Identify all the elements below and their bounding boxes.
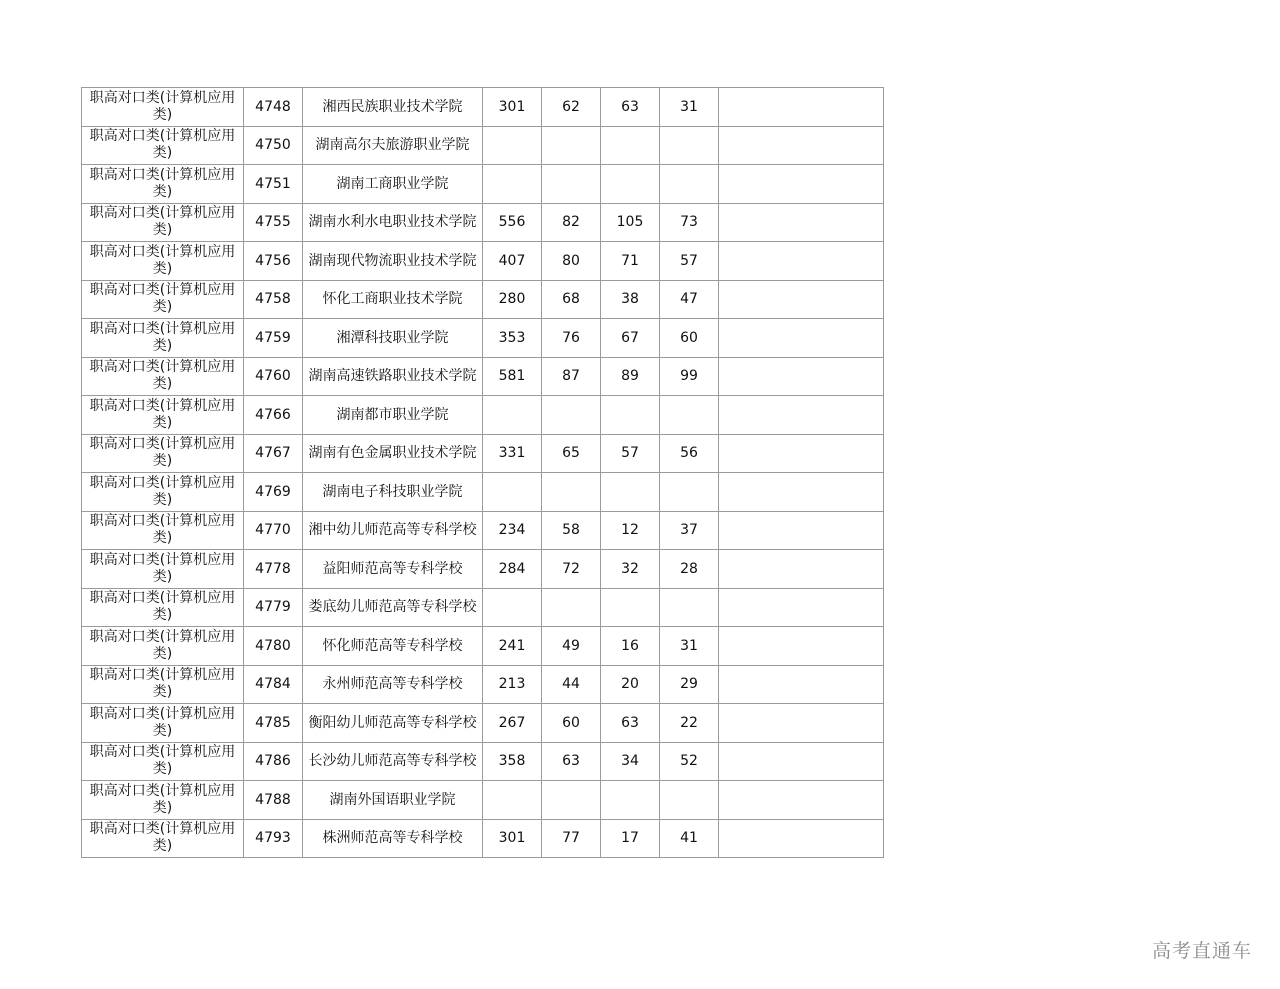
value-cell-2: 80 [542,242,601,281]
value-cell-2: 44 [542,665,601,704]
value-cell-3: 17 [601,819,660,858]
category-cell: 职高对口类(计算机应用类) [82,665,244,704]
value-cell-3: 57 [601,434,660,473]
value-cell-2: 68 [542,280,601,319]
code-cell: 4767 [244,434,303,473]
category-cell: 职高对口类(计算机应用类) [82,819,244,858]
school-name-cell: 株洲师范高等专科学校 [303,819,483,858]
category-cell: 职高对口类(计算机应用类) [82,319,244,358]
school-name-cell: 湖南水利水电职业技术学院 [303,203,483,242]
category-cell: 职高对口类(计算机应用类) [82,203,244,242]
category-cell: 职高对口类(计算机应用类) [82,88,244,127]
value-cell-2: 77 [542,819,601,858]
note-cell [719,165,884,204]
table-row [82,742,884,781]
code-cell: 4758 [244,280,303,319]
value-cell-3: 34 [601,742,660,781]
value-cell-1 [483,588,542,627]
value-cell-1 [483,473,542,512]
table-row [82,781,884,820]
code-cell: 4778 [244,550,303,589]
code-cell: 4793 [244,819,303,858]
code-cell: 4751 [244,165,303,204]
category-cell: 职高对口类(计算机应用类) [82,627,244,666]
school-name-cell: 湘西民族职业技术学院 [303,88,483,127]
value-cell-3: 20 [601,665,660,704]
category-cell: 职高对口类(计算机应用类) [82,550,244,589]
value-cell-2 [542,781,601,820]
category-cell: 职高对口类(计算机应用类) [82,280,244,319]
table-row [82,550,884,589]
note-cell [719,434,884,473]
value-cell-4: 28 [660,550,719,589]
note-cell [719,588,884,627]
value-cell-2: 60 [542,704,601,743]
category-cell: 职高对口类(计算机应用类) [82,704,244,743]
code-cell: 4759 [244,319,303,358]
code-cell: 4788 [244,781,303,820]
value-cell-4: 99 [660,357,719,396]
value-cell-2 [542,588,601,627]
value-cell-4: 29 [660,665,719,704]
value-cell-3: 89 [601,357,660,396]
value-cell-4: 73 [660,203,719,242]
note-cell [719,126,884,165]
note-cell [719,704,884,743]
table-body [82,88,884,858]
value-cell-3: 38 [601,280,660,319]
table-row [82,88,884,127]
value-cell-2: 87 [542,357,601,396]
value-cell-2: 72 [542,550,601,589]
value-cell-2: 62 [542,88,601,127]
watermark-text: 高考直通车 [1151,940,1252,962]
value-cell-3 [601,396,660,435]
note-cell [719,511,884,550]
value-cell-3: 105 [601,203,660,242]
value-cell-4: 52 [660,742,719,781]
note-cell [719,550,884,589]
school-name-cell: 湖南高尔夫旅游职业学院 [303,126,483,165]
value-cell-1: 581 [483,357,542,396]
school-name-cell: 湖南现代物流职业技术学院 [303,242,483,281]
category-cell: 职高对口类(计算机应用类) [82,126,244,165]
value-cell-3 [601,588,660,627]
school-name-cell: 湖南外国语职业学院 [303,781,483,820]
school-name-cell: 湘潭科技职业学院 [303,319,483,358]
value-cell-4 [660,165,719,204]
table-row [82,473,884,512]
note-cell [719,280,884,319]
value-cell-2: 82 [542,203,601,242]
table-row [82,203,884,242]
value-cell-4 [660,473,719,512]
code-cell: 4766 [244,396,303,435]
school-name-cell: 怀化师范高等专科学校 [303,627,483,666]
school-name-cell: 怀化工商职业技术学院 [303,280,483,319]
note-cell [719,88,884,127]
note-cell [719,742,884,781]
value-cell-4 [660,588,719,627]
note-cell [719,627,884,666]
note-cell [719,781,884,820]
value-cell-1: 284 [483,550,542,589]
code-cell: 4750 [244,126,303,165]
code-cell: 4780 [244,627,303,666]
category-cell: 职高对口类(计算机应用类) [82,434,244,473]
value-cell-1 [483,781,542,820]
value-cell-3: 67 [601,319,660,358]
value-cell-4: 41 [660,819,719,858]
value-cell-3 [601,781,660,820]
table-row [82,511,884,550]
value-cell-1 [483,126,542,165]
category-cell: 职高对口类(计算机应用类) [82,357,244,396]
value-cell-3: 71 [601,242,660,281]
value-cell-1: 241 [483,627,542,666]
value-cell-4: 22 [660,704,719,743]
value-cell-3: 32 [601,550,660,589]
table-row [82,434,884,473]
value-cell-4: 31 [660,627,719,666]
value-cell-4: 56 [660,434,719,473]
table-row [82,357,884,396]
school-name-cell: 衡阳幼儿师范高等专科学校 [303,704,483,743]
school-name-cell: 长沙幼儿师范高等专科学校 [303,742,483,781]
value-cell-1 [483,165,542,204]
school-name-cell: 益阳师范高等专科学校 [303,550,483,589]
code-cell: 4760 [244,357,303,396]
value-cell-4 [660,781,719,820]
table-row [82,819,884,858]
table-row [82,280,884,319]
school-name-cell: 娄底幼儿师范高等专科学校 [303,588,483,627]
value-cell-2: 49 [542,627,601,666]
value-cell-4: 31 [660,88,719,127]
table-row [82,242,884,281]
value-cell-1: 213 [483,665,542,704]
table-row [82,665,884,704]
value-cell-3 [601,473,660,512]
value-cell-1: 358 [483,742,542,781]
value-cell-3: 16 [601,627,660,666]
table-row [82,126,884,165]
value-cell-1: 301 [483,819,542,858]
code-cell: 4770 [244,511,303,550]
value-cell-1: 407 [483,242,542,281]
school-name-cell: 湖南都市职业学院 [303,396,483,435]
code-cell: 4785 [244,704,303,743]
value-cell-1: 301 [483,88,542,127]
table-row [82,396,884,435]
code-cell: 4769 [244,473,303,512]
value-cell-2 [542,473,601,512]
category-cell: 职高对口类(计算机应用类) [82,396,244,435]
value-cell-3 [601,165,660,204]
category-cell: 职高对口类(计算机应用类) [82,473,244,512]
value-cell-1: 353 [483,319,542,358]
table-row [82,588,884,627]
value-cell-4 [660,396,719,435]
code-cell: 4755 [244,203,303,242]
category-cell: 职高对口类(计算机应用类) [82,742,244,781]
value-cell-2 [542,396,601,435]
school-name-cell: 湖南工商职业学院 [303,165,483,204]
school-name-cell: 湘中幼儿师范高等专科学校 [303,511,483,550]
code-cell: 4756 [244,242,303,281]
value-cell-4: 37 [660,511,719,550]
note-cell [719,819,884,858]
table-row [82,165,884,204]
category-cell: 职高对口类(计算机应用类) [82,165,244,204]
value-cell-1: 234 [483,511,542,550]
value-cell-1: 556 [483,203,542,242]
value-cell-3: 63 [601,88,660,127]
value-cell-4: 57 [660,242,719,281]
note-cell [719,396,884,435]
value-cell-3: 63 [601,704,660,743]
value-cell-3 [601,126,660,165]
table-row [82,704,884,743]
value-cell-4 [660,126,719,165]
table-row [82,319,884,358]
value-cell-4: 60 [660,319,719,358]
value-cell-2: 58 [542,511,601,550]
category-cell: 职高对口类(计算机应用类) [82,242,244,281]
admission-score-table [81,87,884,858]
value-cell-2: 65 [542,434,601,473]
school-name-cell: 湖南高速铁路职业技术学院 [303,357,483,396]
code-cell: 4786 [244,742,303,781]
value-cell-4: 47 [660,280,719,319]
code-cell: 4779 [244,588,303,627]
category-cell: 职高对口类(计算机应用类) [82,781,244,820]
code-cell: 4748 [244,88,303,127]
note-cell [719,665,884,704]
value-cell-1 [483,396,542,435]
note-cell [719,473,884,512]
school-name-cell: 湖南有色金属职业技术学院 [303,434,483,473]
value-cell-2 [542,165,601,204]
value-cell-1: 280 [483,280,542,319]
note-cell [719,357,884,396]
value-cell-2: 76 [542,319,601,358]
note-cell [719,203,884,242]
value-cell-3: 12 [601,511,660,550]
value-cell-2: 63 [542,742,601,781]
note-cell [719,242,884,281]
code-cell: 4784 [244,665,303,704]
value-cell-2 [542,126,601,165]
table-row [82,627,884,666]
category-cell: 职高对口类(计算机应用类) [82,511,244,550]
school-name-cell: 永州师范高等专科学校 [303,665,483,704]
category-cell: 职高对口类(计算机应用类) [82,588,244,627]
school-name-cell: 湖南电子科技职业学院 [303,473,483,512]
value-cell-1: 267 [483,704,542,743]
note-cell [719,319,884,358]
value-cell-1: 331 [483,434,542,473]
